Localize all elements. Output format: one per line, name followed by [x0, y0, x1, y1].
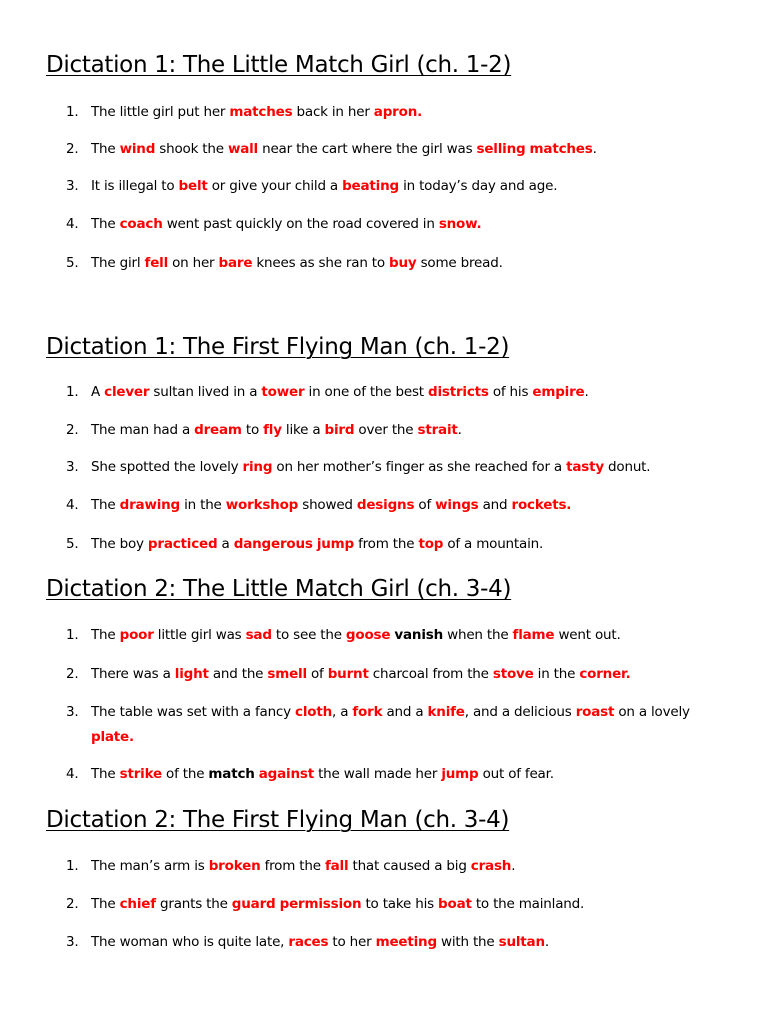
highlighted-word: ring — [242, 459, 273, 475]
item-number: 1. — [66, 104, 79, 120]
text-segment: from the — [353, 536, 419, 552]
highlighted-word: sultan — [498, 934, 545, 950]
text-segment: of a mountain. — [443, 536, 544, 552]
highlighted-word: wings — [435, 497, 479, 513]
highlighted-word: roast — [575, 704, 615, 720]
sentence-text — [91, 892, 726, 917]
section-heading: Dictation 2: The First Flying Man (ch. 3-4) — [46, 807, 510, 833]
text-segment: in the — [533, 666, 580, 682]
sentence-item — [66, 892, 726, 917]
sentence-item — [66, 532, 726, 557]
text-segment: out of fear. — [478, 766, 554, 782]
text-segment: back in her — [292, 104, 374, 120]
text-segment: in one of the best — [304, 384, 428, 400]
text-segment: The man’s arm is — [91, 858, 209, 874]
highlighted-word: boat — [438, 896, 472, 912]
text-segment: like a — [281, 422, 325, 438]
highlighted-word: guard — [231, 896, 276, 912]
bold-word: vanish — [394, 627, 444, 643]
text-segment: She spotted the lovely — [91, 459, 243, 475]
item-number: 4. — [66, 766, 79, 782]
highlighted-word: matches — [529, 141, 593, 157]
text-segment: of — [414, 497, 436, 513]
text-segment: to — [241, 422, 264, 438]
item-number: 3. — [66, 459, 79, 475]
section-heading: Dictation 1: The Little Match Girl (ch. 1-2) — [46, 52, 512, 78]
text-segment: The — [91, 627, 120, 643]
text-segment: to take his — [361, 896, 439, 912]
highlighted-word: plate. — [91, 729, 134, 745]
text-segment: The — [91, 141, 120, 157]
text-segment: little girl was — [153, 627, 246, 643]
highlighted-word: fly — [263, 422, 282, 438]
sentence-text — [91, 493, 726, 518]
highlighted-word: top — [418, 536, 444, 552]
sentence-item — [66, 662, 726, 687]
item-number: 2. — [66, 422, 79, 438]
text-segment: It is illegal to — [91, 178, 179, 194]
text-segment: on her mother’s finger as she reached for a — [272, 459, 567, 475]
highlighted-word: empire — [532, 384, 585, 400]
text-segment: There was a — [91, 666, 175, 682]
text-segment: in the — [180, 497, 226, 513]
text-segment: to see the — [271, 627, 346, 643]
text-segment: and — [478, 497, 512, 513]
text-segment: The man had a — [91, 422, 195, 438]
highlighted-word: fork — [352, 704, 383, 720]
section-heading: Dictation 2: The Little Match Girl (ch. 3-4) — [46, 576, 512, 602]
text-segment: The — [91, 896, 120, 912]
highlighted-word: corner. — [579, 666, 631, 682]
sentence-item — [66, 493, 726, 518]
highlighted-word: districts — [427, 384, 489, 400]
text-segment: of his — [488, 384, 533, 400]
highlighted-word: broken — [208, 858, 261, 874]
text-segment: with the — [436, 934, 499, 950]
highlighted-word: races — [288, 934, 329, 950]
highlighted-word: belt — [178, 178, 208, 194]
text-segment: charcoal from the — [368, 666, 493, 682]
text-segment: . — [544, 934, 549, 950]
highlighted-word: snow. — [438, 216, 482, 232]
sentence-item — [66, 854, 726, 879]
highlighted-word: matches — [229, 104, 293, 120]
text-segment: on her — [168, 255, 219, 271]
text-segment: The little girl put her — [91, 104, 230, 120]
sentence-text — [91, 251, 726, 276]
text-segment: The — [91, 766, 120, 782]
highlighted-word: wall — [227, 141, 258, 157]
highlighted-word: knife — [427, 704, 465, 720]
highlighted-word: burnt — [327, 666, 369, 682]
item-number: 3. — [66, 934, 79, 950]
text-segment: over the — [354, 422, 418, 438]
text-segment: from the — [260, 858, 325, 874]
highlighted-word: strait — [417, 422, 458, 438]
text-segment: . — [511, 858, 516, 874]
text-segment: , and a delicious — [464, 704, 576, 720]
text-segment: went out. — [554, 627, 621, 643]
sentence-text — [91, 700, 726, 750]
highlighted-word: tasty — [566, 459, 604, 475]
highlighted-word: designs — [356, 497, 415, 513]
sentence-text — [91, 418, 726, 443]
highlighted-word: bird — [324, 422, 355, 438]
text-segment: shook the — [155, 141, 228, 157]
text-segment: some bread. — [416, 255, 503, 271]
text-segment: The woman who is quite late, — [91, 934, 289, 950]
sentence-item — [66, 137, 726, 162]
highlighted-word: crash — [470, 858, 512, 874]
highlighted-word: selling — [476, 141, 526, 157]
highlighted-word: fell — [144, 255, 168, 271]
text-segment: . — [592, 141, 597, 157]
highlighted-word: fall — [324, 858, 349, 874]
text-segment: The — [91, 497, 120, 513]
highlighted-word: permission — [279, 896, 362, 912]
highlighted-word: light — [174, 666, 209, 682]
text-segment: . — [457, 422, 462, 438]
text-segment: near the cart where the girl was — [258, 141, 477, 157]
sentence-item — [66, 251, 726, 276]
text-segment: of — [306, 666, 328, 682]
highlighted-word: dangerous — [233, 536, 313, 552]
sentence-text — [91, 174, 726, 199]
text-segment: when the — [443, 627, 513, 643]
text-segment: grants the — [155, 896, 232, 912]
text-segment: that caused a big — [348, 858, 471, 874]
item-number: 4. — [66, 497, 79, 513]
sentence-item — [66, 930, 726, 955]
text-segment: , a — [332, 704, 353, 720]
sentence-text — [91, 623, 726, 648]
highlighted-word: strike — [119, 766, 162, 782]
sentence-item — [66, 762, 726, 787]
sentence-item — [66, 100, 726, 125]
text-segment: knees as she ran to — [252, 255, 390, 271]
highlighted-word: jump — [316, 536, 354, 552]
item-number: 2. — [66, 141, 79, 157]
sentence-item — [66, 700, 726, 750]
sentence-item — [66, 174, 726, 199]
highlighted-word: poor — [119, 627, 154, 643]
highlighted-word: flame — [512, 627, 555, 643]
sentence-item — [66, 212, 726, 237]
text-segment: of the — [161, 766, 209, 782]
highlighted-word: smell — [267, 666, 307, 682]
item-number: 1. — [66, 858, 79, 874]
text-segment: A — [91, 384, 105, 400]
sentence-text — [91, 100, 726, 125]
sentence-text — [91, 532, 726, 557]
sentence-text — [91, 762, 726, 787]
text-segment: in today’s day and age. — [398, 178, 558, 194]
section-heading: Dictation 1: The First Flying Man (ch. 1-2) — [46, 334, 510, 360]
text-segment: The boy — [91, 536, 148, 552]
highlighted-word: jump — [441, 766, 479, 782]
highlighted-word: against — [258, 766, 314, 782]
text-segment: the wall made her — [313, 766, 442, 782]
sentence-text — [91, 455, 726, 480]
highlighted-word: goose — [345, 627, 391, 643]
text-segment: . — [584, 384, 589, 400]
highlighted-word: meeting — [375, 934, 437, 950]
sentence-text — [91, 380, 726, 405]
highlighted-word: stove — [492, 666, 534, 682]
highlighted-word: clever — [104, 384, 150, 400]
highlighted-word: cloth — [295, 704, 333, 720]
item-number: 1. — [66, 384, 79, 400]
sentence-text — [91, 137, 726, 162]
highlighted-word: sad — [245, 627, 272, 643]
sentence-text — [91, 212, 726, 237]
text-segment: on a lovely — [614, 704, 694, 720]
highlighted-word: practiced — [147, 536, 218, 552]
item-number: 2. — [66, 896, 79, 912]
highlighted-word: workshop — [225, 497, 299, 513]
text-segment: The girl — [91, 255, 145, 271]
item-number: 2. — [66, 666, 79, 682]
item-number: 3. — [66, 178, 79, 194]
bold-word: match — [208, 766, 255, 782]
item-number: 5. — [66, 536, 79, 552]
text-segment: went past quickly on the road covered in — [162, 216, 439, 232]
highlighted-word: wind — [119, 141, 156, 157]
text-segment: to her — [328, 934, 376, 950]
item-number: 1. — [66, 627, 79, 643]
highlighted-word: rockets. — [511, 497, 572, 513]
text-segment: and the — [208, 666, 268, 682]
text-segment: The table was set with a fancy — [91, 704, 296, 720]
text-segment: showed — [298, 497, 357, 513]
item-number: 5. — [66, 255, 79, 271]
item-number: 4. — [66, 216, 79, 232]
highlighted-word: buy — [389, 255, 417, 271]
highlighted-word: drawing — [119, 497, 181, 513]
sentence-item — [66, 418, 726, 443]
highlighted-word: coach — [119, 216, 163, 232]
text-segment: and a — [382, 704, 428, 720]
text-segment: to the mainland. — [471, 896, 585, 912]
sentence-text — [91, 662, 726, 687]
sentence-item — [66, 455, 726, 480]
text-segment: sultan lived in a — [149, 384, 262, 400]
highlighted-word: beating — [342, 178, 399, 194]
text-segment: donut. — [603, 459, 651, 475]
text-segment: or give your child a — [207, 178, 343, 194]
sentence-text — [91, 930, 726, 955]
highlighted-word: dream — [194, 422, 242, 438]
highlighted-word: tower — [261, 384, 305, 400]
sentence-text — [91, 854, 726, 879]
highlighted-word: bare — [218, 255, 253, 271]
text-segment: a — [217, 536, 234, 552]
sentence-item — [66, 623, 726, 648]
text-segment: The — [91, 216, 120, 232]
highlighted-word: apron. — [373, 104, 423, 120]
sentence-item — [66, 380, 726, 405]
item-number: 3. — [66, 704, 79, 720]
highlighted-word: chief — [119, 896, 156, 912]
